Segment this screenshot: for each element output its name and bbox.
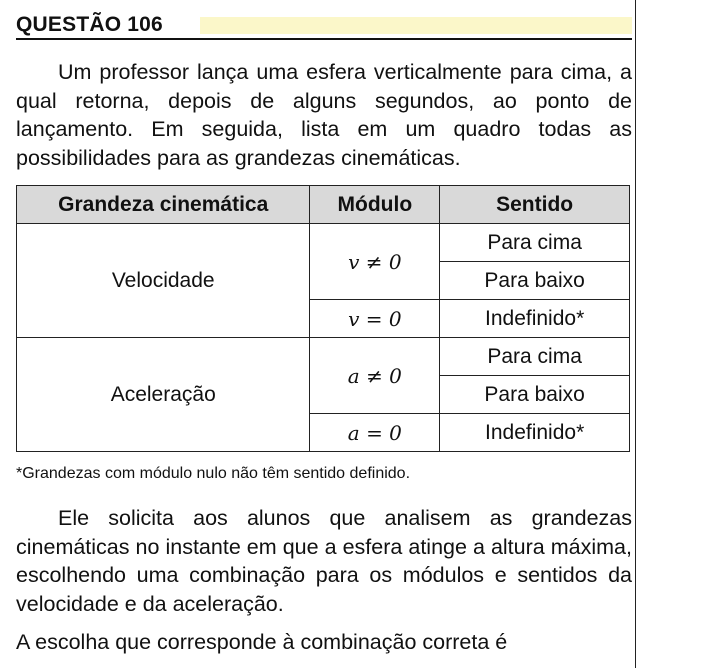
header-sentido: Sentido xyxy=(440,186,630,224)
intro-paragraph: Um professor lança uma esfera verticalmente para cima, a qual retorna, depois de alguns segundos, ao ponto de lançamento. Em seguida, lista em um quadro todas as possibilidades para as grandezas cinemáticas. xyxy=(16,60,632,170)
quantity-aceleracao: Aceleração xyxy=(17,338,310,452)
header-grandeza: Grandeza cinemática xyxy=(17,186,310,224)
table-row xyxy=(17,224,630,262)
sentido-cell: Para cima xyxy=(440,338,630,376)
sentido-cell: Para cima xyxy=(440,224,630,262)
modulo-a-nonzero: a ≠ 0 xyxy=(310,338,440,414)
sentido-cell: Para baixo xyxy=(440,376,630,414)
question-header xyxy=(16,12,632,40)
modulo-v-zero: v = 0 xyxy=(310,300,440,338)
sentido-cell: Indefinido* xyxy=(440,414,630,452)
modulo-v-nonzero: v ≠ 0 xyxy=(310,224,440,300)
quantity-velocidade: Velocidade xyxy=(17,224,310,338)
modulo-a-zero: a = 0 xyxy=(310,414,440,452)
table-footnote: *Grandezas com módulo nulo não têm sentido definido. xyxy=(16,465,411,482)
question-paragraph: Ele solicita aos alunos que analisem as grandezas cinemáticas no instante em que a esfera atinge a altura máxima, escolhendo uma combinação para os módulos e sentidos da velocidade e da aceleração. xyxy=(16,506,632,616)
header-modulo: Módulo xyxy=(310,186,440,224)
sentido-cell: Indefinido* xyxy=(440,300,630,338)
table-row xyxy=(17,338,630,376)
table-header-row xyxy=(17,186,630,224)
sentido-cell: Para baixo xyxy=(440,262,630,300)
header-highlight-bar xyxy=(200,17,632,34)
question-number: QUESTÃO 106 xyxy=(16,13,163,36)
answer-prompt: A escolha que corresponde à combinação correta é xyxy=(16,630,508,654)
kinematics-table xyxy=(16,185,630,452)
